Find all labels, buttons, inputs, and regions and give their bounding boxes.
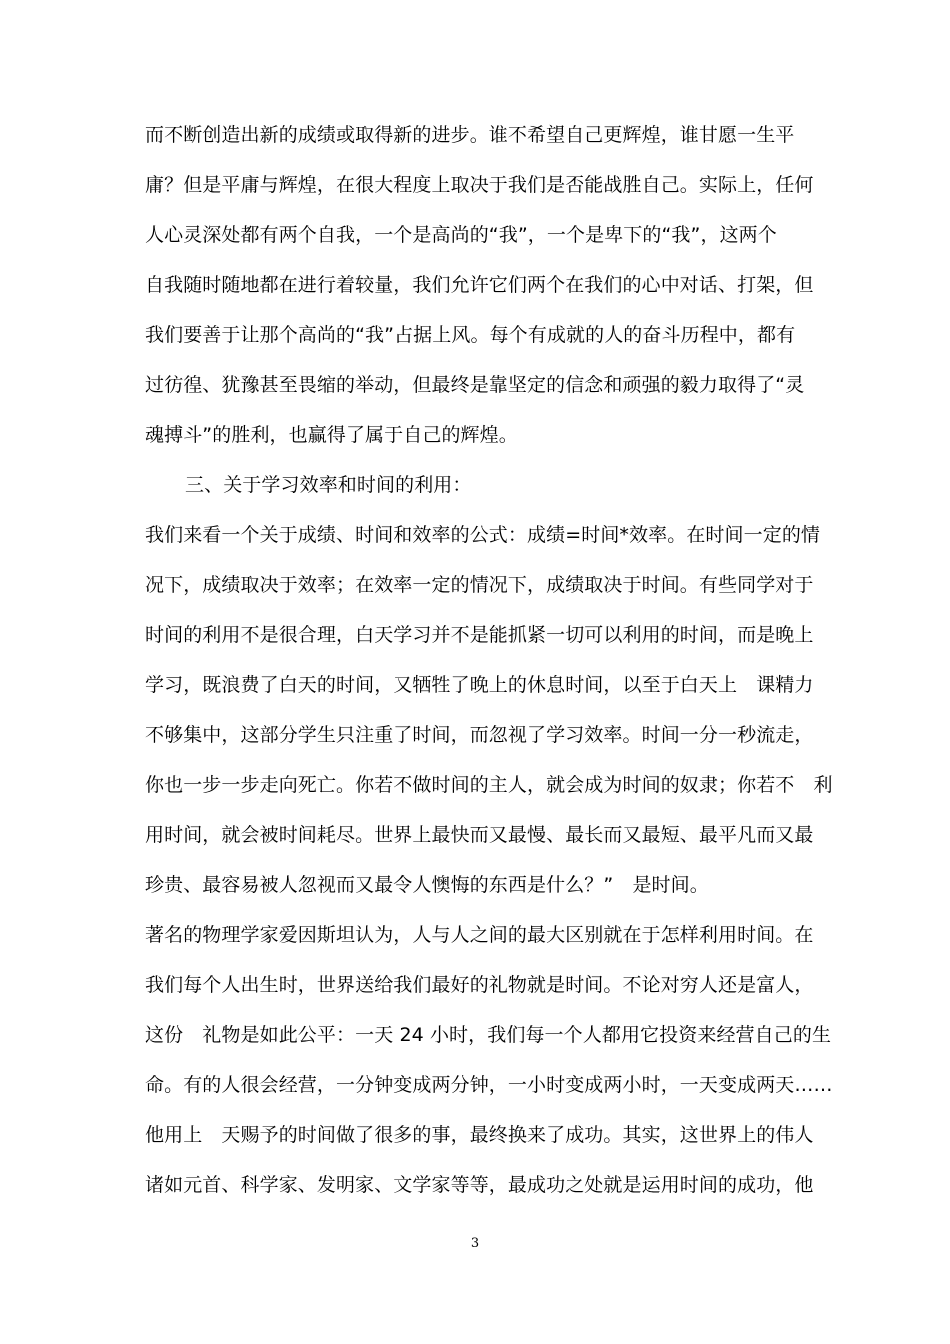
paragraph-line: 你也一步一步走向死亡。你若不做时间的主人，就会成为时间的奴隶；你若不 利: [145, 774, 833, 796]
paragraph-line: 不够集中，这部分学生只注重了时间，而忽视了学习效率。时间一分一秒流走，: [145, 724, 814, 746]
paragraph-line: 著名的物理学家爱因斯坦认为，人与人之间的最大区别就在于怎样利用时间。在: [145, 924, 814, 946]
paragraph-line: 珍贵、最容易被人忽视而又最令人懊悔的东西是什么？” 是时间。: [145, 874, 709, 896]
paragraph-line: 我们每个人出生时，世界送给我们最好的礼物就是时间。不论对穷人还是富人，: [145, 974, 814, 996]
paragraph-line: 这份 礼物是如此公平：一天 24 小时，我们每一个人都用它投资来经营自己的生: [145, 1024, 832, 1046]
paragraph-line: 我们来看一个关于成绩、时间和效率的公式：成绩=时间*效率。在时间一定的情: [145, 524, 821, 546]
paragraph-line: 过彷徨、犹豫甚至畏缩的举动，但最终是靠坚定的信念和顽强的毅力取得了“灵: [145, 374, 805, 396]
paragraph-line: 时间的利用不是很合理，白天学习并不是能抓紧一切可以利用的时间，而是晚上: [145, 624, 814, 646]
paragraph-line: 而不断创造出新的成绩或取得新的进步。谁不希望自己更辉煌，谁甘愿一生平: [145, 124, 795, 146]
paragraph-line: 庸？但是平庸与辉煌，在很大程度上取决于我们是否能战胜自己。实际上，任何: [145, 174, 814, 196]
paragraph-line: 人心灵深处都有两个自我，一个是高尚的“我”，一个是卑下的“我”，这两个: [145, 224, 777, 246]
paragraph-line: 魂搏斗”的胜利，也赢得了属于自己的辉煌。: [145, 424, 518, 446]
section-heading: 三、关于学习效率和时间的利用：: [185, 474, 472, 496]
paragraph-line: 况下，成绩取决于效率；在效率一定的情况下，成绩取决于时间。有些同学对于: [145, 574, 814, 596]
paragraph-line: 学习，既浪费了白天的时间，又牺牲了晚上的休息时间，以至于白天上 课精力: [145, 674, 814, 696]
paragraph-line: 我们要善于让那个高尚的“我”占据上风。每个有成就的人的奋斗历程中，都有: [145, 324, 796, 346]
page-number: 3: [470, 1236, 480, 1251]
paragraph-line: 诸如元首、科学家、发明家、文学家等等，最成功之处就是运用时间的成功，他: [145, 1174, 814, 1196]
paragraph-line: 自我随时随地都在进行着较量，我们允许它们两个在我们的心中对话、打架，但: [145, 274, 814, 296]
paragraph-line: 命。有的人很会经营，一分钟变成两分钟，一小时变成两小时，一天变成两天……: [145, 1074, 833, 1096]
paragraph-line: 用时间，就会被时间耗尽。世界上最快而又最慢、最长而又最短、最平凡而又最: [145, 824, 814, 846]
paragraph-line: 他用上 天赐予的时间做了很多的事，最终换来了成功。其实，这世界上的伟人: [145, 1124, 814, 1146]
